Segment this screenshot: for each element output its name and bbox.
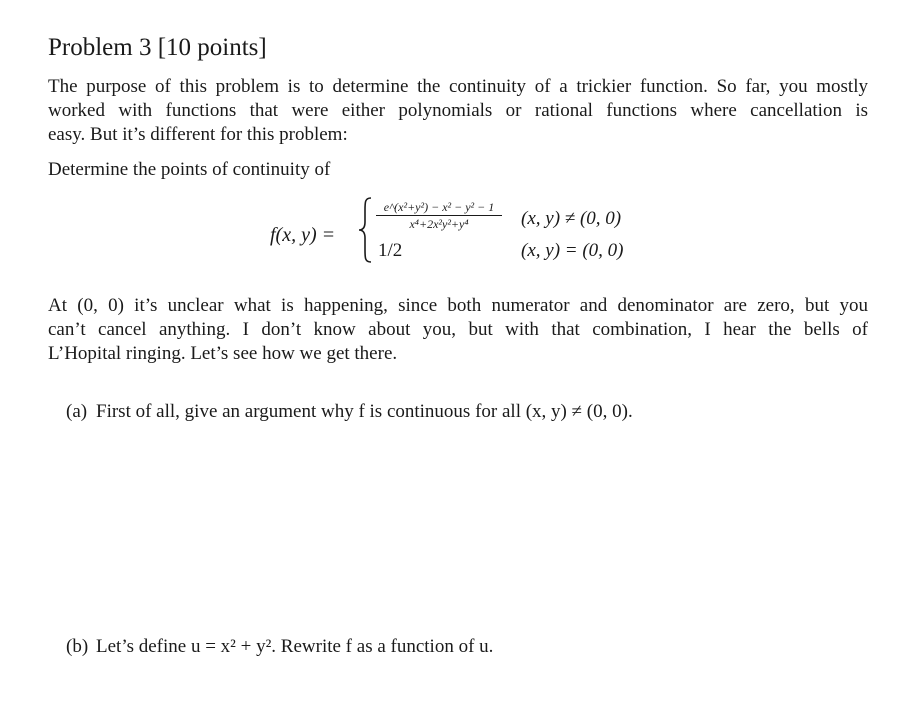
- intro-line-2: worked with functions that were either polynomials or rational functions where cancellation is: [48, 100, 868, 121]
- fraction-denominator: x⁴+2x²y²+y⁴: [409, 217, 469, 231]
- discussion-line-2: can’t cancel anything. I don’t know about you, but with that combination, I hear the bells of: [48, 319, 868, 340]
- fraction-bar: [376, 215, 502, 216]
- discussion-paragraph: [48, 294, 868, 366]
- intro-line-3: easy. But it’s different for this problem:: [48, 124, 348, 145]
- part-a: [66, 400, 633, 424]
- fraction-numerator: e^(x²+y²) − x² − y² − 1: [383, 200, 495, 214]
- part-b-label: (b): [66, 636, 89, 657]
- intro-line-1: The purpose of this problem is to determine the continuity of a trickier function. So far, you mostly: [48, 76, 868, 97]
- case2-value: 1/2: [378, 240, 403, 261]
- determine-sentence: [48, 158, 868, 182]
- case2-condition: (x, y) = (0, 0): [521, 240, 624, 261]
- problem-title: Problem 3 [10 points]: [48, 34, 267, 61]
- discussion-line-3: L’Hopital ringing. Let’s see how we get there.: [48, 343, 398, 364]
- intro-paragraph: [48, 75, 868, 147]
- determine-text: Determine the points of continuity of: [48, 159, 331, 180]
- part-a-label: (a): [66, 401, 88, 422]
- part-b: [66, 635, 493, 659]
- discussion-line-1: At (0, 0) it’s unclear what is happening, since both numerator and denominator are zero, but you: [48, 295, 868, 316]
- part-b-text: Let’s define u = x² + y². Rewrite f as a function of u.: [96, 636, 494, 657]
- left-brace-icon: [357, 196, 373, 264]
- case1-fraction: [376, 200, 502, 231]
- formula-lhs: [270, 224, 335, 247]
- case1-condition: (x, y) ≠ (0, 0): [521, 208, 622, 229]
- formula-lhs-text: f(x, y) =: [270, 224, 336, 246]
- part-a-text: First of all, give an argument why f is continuous for all (x, y) ≠ (0, 0).: [96, 401, 633, 422]
